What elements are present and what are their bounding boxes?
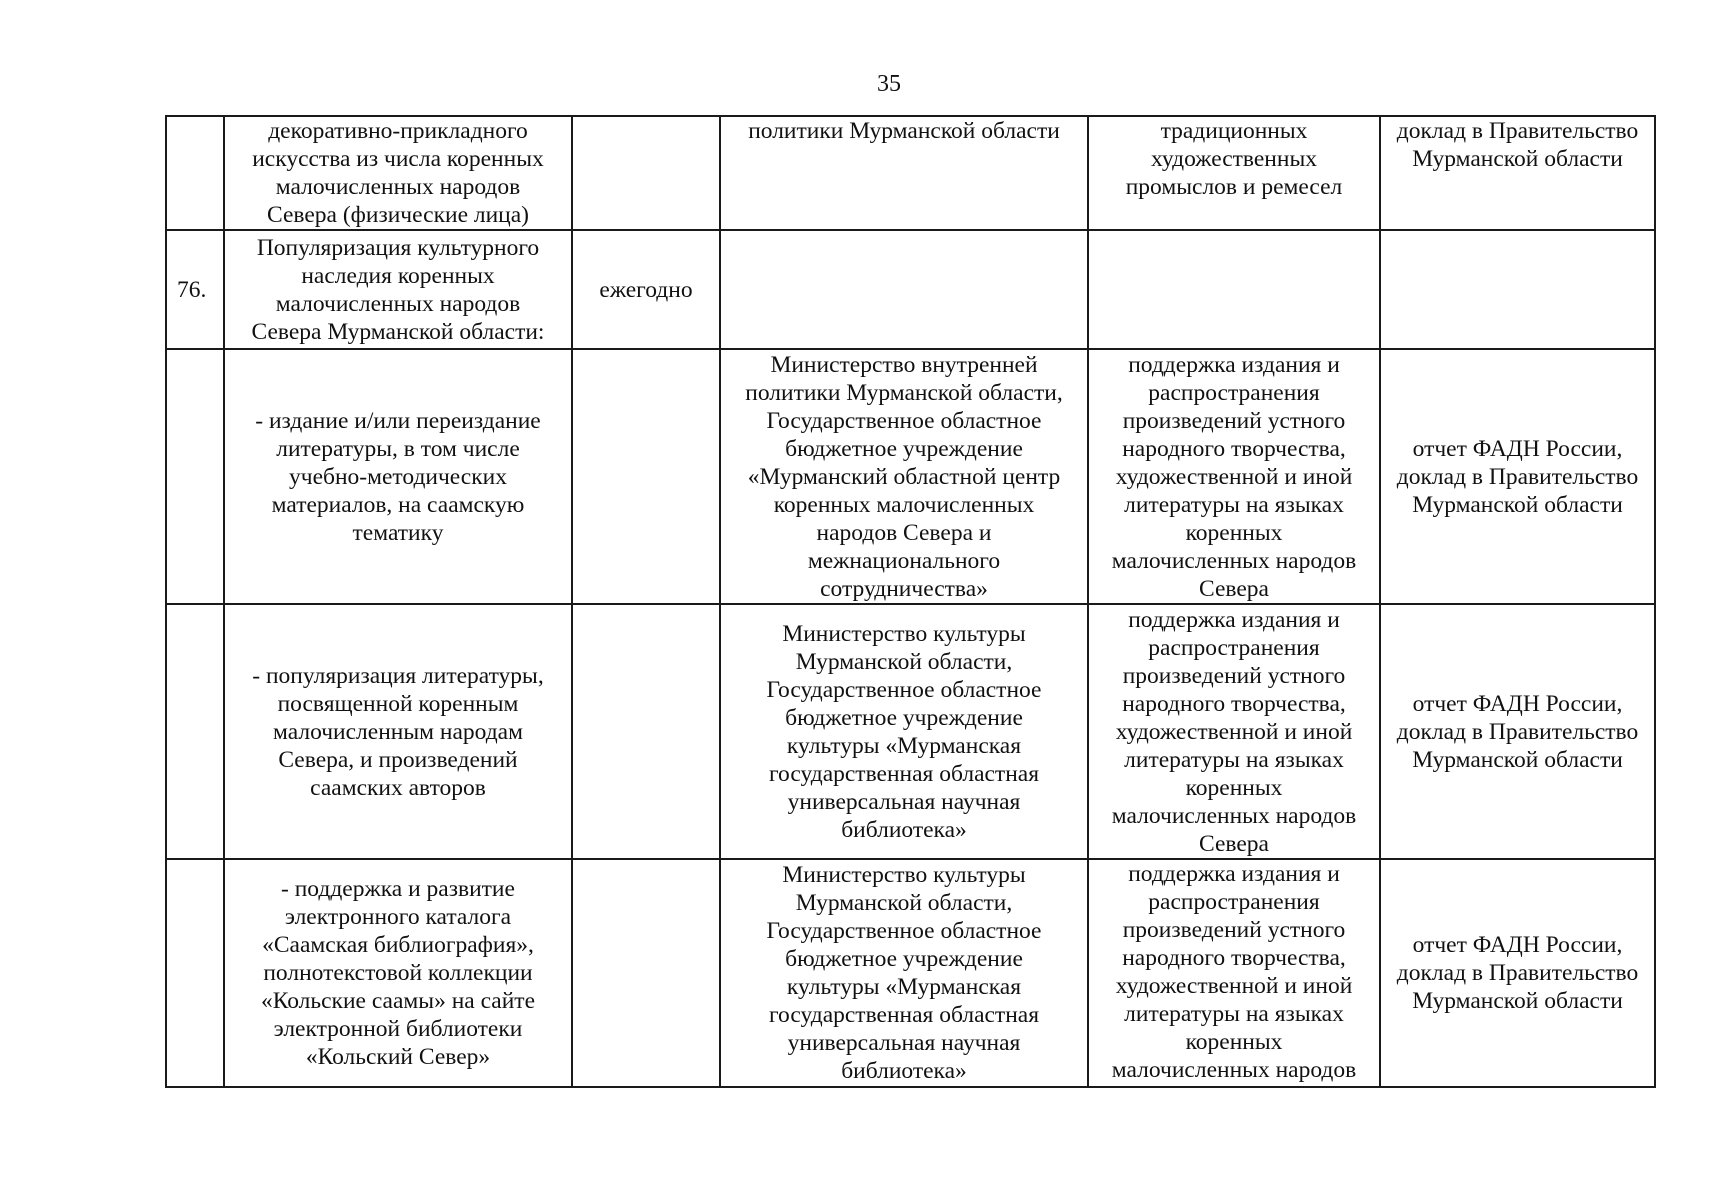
event-cell: Популяризация культурного наследия коренных малочисленных народов Севера Мурманской области: [224, 230, 572, 349]
term-cell [572, 604, 720, 859]
row-number-cell: 76. [166, 230, 224, 349]
table-row [166, 859, 1655, 1087]
report-cell: отчет ФАДН России, доклад в Правительство Мурманской области [1380, 859, 1655, 1087]
report-cell: отчет ФАДН России, доклад в Правительство Мурманской области [1380, 349, 1655, 604]
row-number-cell [166, 349, 224, 604]
executor-cell: Министерство культуры Мурманской области, Государственное областное бюджетное учреждение культуры «Мурманская государственная областная универсальная научная библиотека» [720, 604, 1088, 859]
result-cell [1088, 230, 1380, 349]
table-row [166, 230, 1655, 349]
result-cell: поддержка издания и распространения произведений устного народного творчества, художественной и иной литературы на языках коренных малочисленных народов Севера [1088, 604, 1380, 859]
table-row [166, 116, 1655, 230]
executor-cell: Министерство культуры Мурманской области, Государственное областное бюджетное учреждение культуры «Мурманская государственная областная универсальная научная библиотека» [720, 859, 1088, 1087]
executor-cell [720, 230, 1088, 349]
report-cell: доклад в Правительство Мурманской области [1380, 116, 1655, 230]
row-number-cell [166, 859, 224, 1087]
result-cell: поддержка издания и распространения произведений устного народного творчества, художественной и иной литературы на языках коренных малочисленных народов Севера [1088, 349, 1380, 604]
table-row [166, 604, 1655, 859]
result-cell: традиционных художественных промыслов и ремесел [1088, 116, 1380, 230]
row-number-cell [166, 604, 224, 859]
event-cell: - поддержка и развитие электронного каталога «Саамская библиография», полнотекстовой коллекции «Кольские саамы» на сайте электронной библиотеки «Кольский Север» [224, 859, 572, 1087]
event-cell: декоративно-прикладного искусства из числа коренных малочисленных народов Севера (физические лица) [224, 116, 572, 230]
term-cell: ежегодно [572, 230, 720, 349]
plan-table [165, 115, 1656, 1088]
executor-cell: политики Мурманской области [720, 116, 1088, 230]
table-row [166, 349, 1655, 604]
page-number: 35 [877, 71, 901, 97]
event-cell: - издание и/или переиздание литературы, в том числе учебно-методических материалов, на саамскую тематику [224, 349, 572, 604]
term-cell [572, 116, 720, 230]
term-cell [572, 349, 720, 604]
report-cell: отчет ФАДН России, доклад в Правительство Мурманской области [1380, 604, 1655, 859]
event-cell: - популяризация литературы, посвященной коренным малочисленным народам Севера, и произведений саамских авторов [224, 604, 572, 859]
report-cell [1380, 230, 1655, 349]
row-number-cell [166, 116, 224, 230]
term-cell [572, 859, 720, 1087]
result-cell: поддержка издания и распространения произведений устного народного творчества, художественной и иной литературы на языках коренных малочисленных народов [1088, 859, 1380, 1087]
executor-cell: Министерство внутренней политики Мурманской области, Государственное областное бюджетное учреждение «Мурманский областной центр коренных малочисленных народов Севера и межнационального сотрудничества» [720, 349, 1088, 604]
